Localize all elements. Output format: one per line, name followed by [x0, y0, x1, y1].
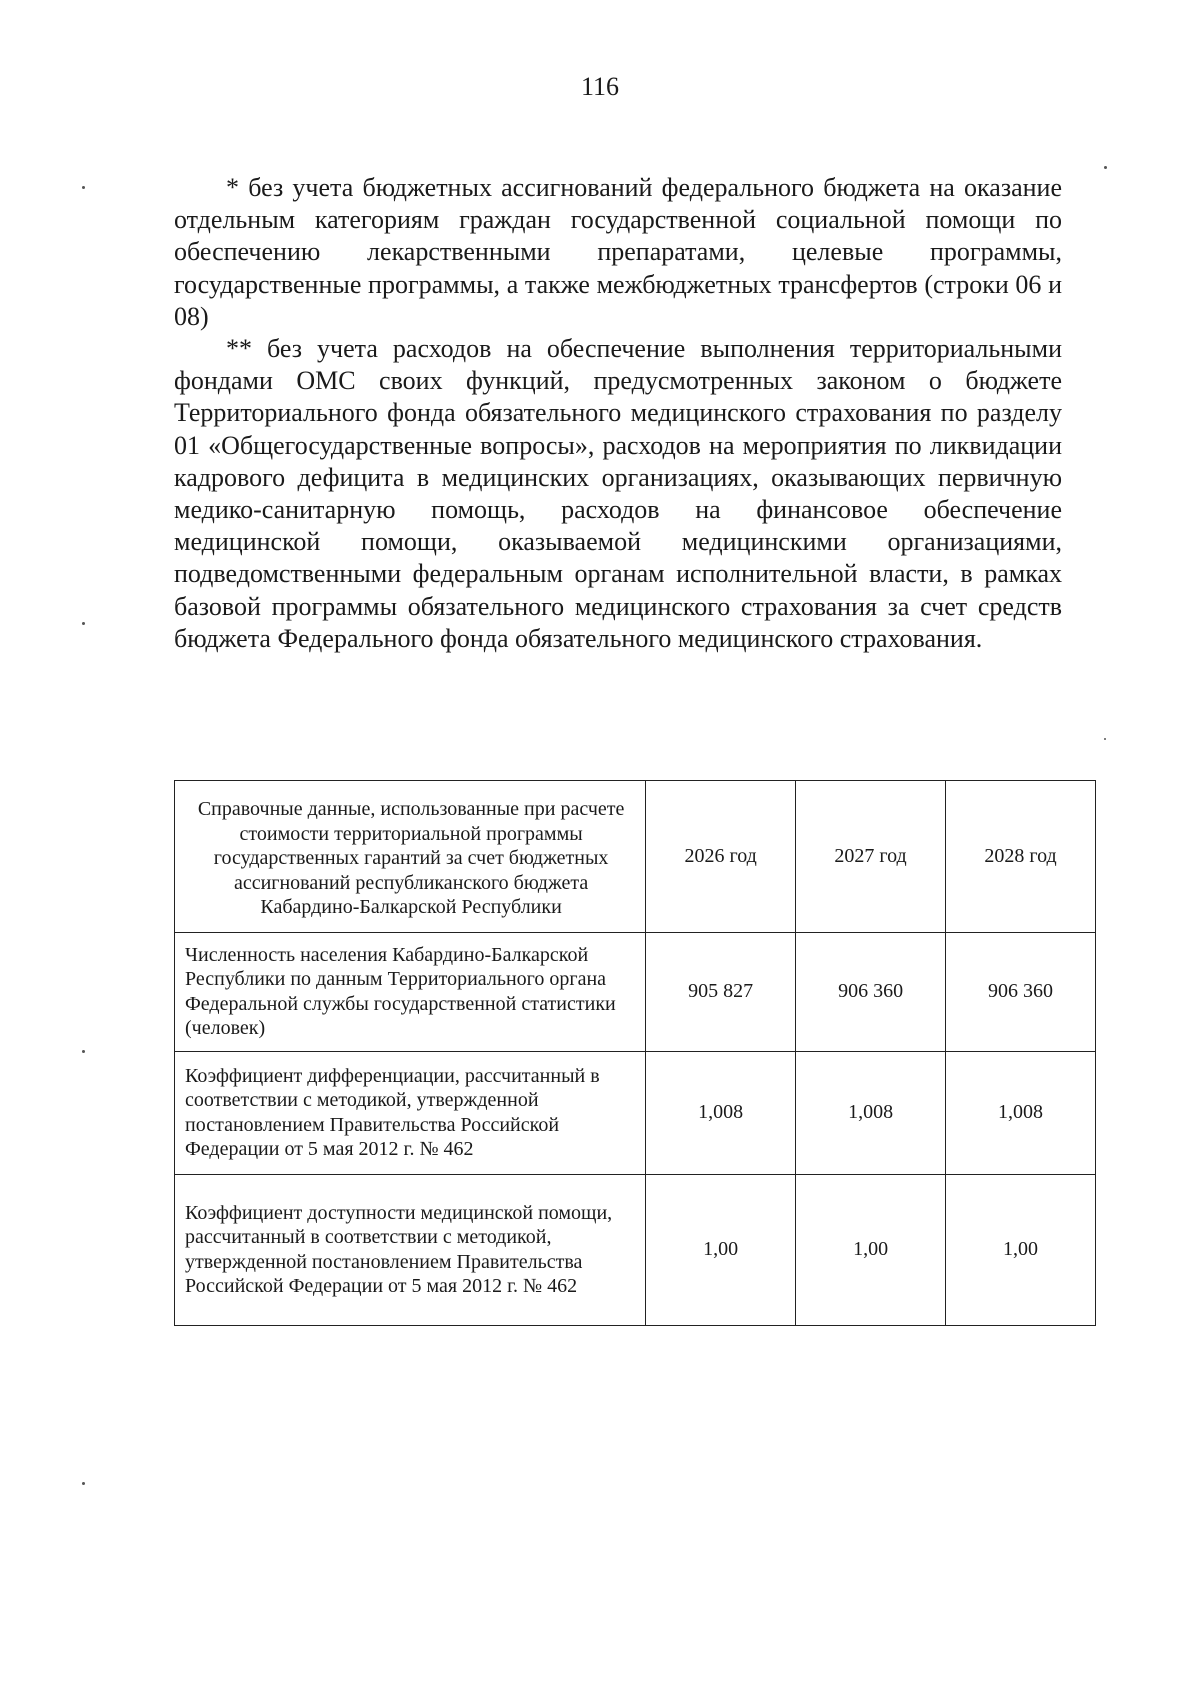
- row-value-2027: 1,00: [796, 1174, 946, 1325]
- row-value-2028: 1,008: [946, 1051, 1096, 1174]
- header-year-2028: 2028 год: [946, 781, 1096, 933]
- header-year-2026: 2026 год: [646, 781, 796, 933]
- table-header-row: [175, 781, 1096, 933]
- scan-speck: [82, 186, 85, 189]
- scan-speck: [1104, 166, 1107, 169]
- row-label: Численность населения Кабардино-Балкарской Республики по данным Территориального органа Федеральной службы государственной статистики (человек): [175, 932, 646, 1051]
- page-number: 116: [580, 72, 620, 101]
- row-value-2028: 906 360: [946, 932, 1096, 1051]
- header-year-2027: 2027 год: [796, 781, 946, 933]
- footnote-double-asterisk: ** без учета расходов на обеспечение выполнения территориальными фондами ОМС своих функций, предусмотренных законом о бюджете Территориального фонда обязательного медицинского страхования по разделу 01 «Общегосударственные вопросы», расходов на мероприятия по ликвидации кадрового дефицита в медицинских организациях, оказывающих первичную медико-санитарную помощь, расходов на финансовое обеспечение медицинской помощи, оказываемой медицинскими организациями, подведомственными федеральным органам исполнительной власти, в рамках базовой программы обязательного медицинского страхования за счет средств бюджета Федерального фонда обязательного медицинского страхования.: [174, 334, 1062, 653]
- row-value-2026: 905 827: [646, 932, 796, 1051]
- row-value-2026: 1,008: [646, 1051, 796, 1174]
- scan-speck: [82, 1050, 85, 1053]
- scan-speck: [82, 1482, 85, 1485]
- footnote-single-asterisk: * без учета бюджетных ассигнований федерального бюджета на оказание отдельным категориям граждан государственной социальной помощи по обеспечению лекарственными препаратами, целевые программы, государственные программы, а также межбюджетных трансфертов (строки 06 и 08): [174, 173, 1062, 331]
- reference-data-table: [174, 780, 1096, 1326]
- header-description-cell: Справочные данные, использованные при расчете стоимости территориальной программы государственных гарантий за счет бюджетных ассигнований республиканского бюджета Кабардино-Балкарской Республики: [175, 781, 646, 933]
- row-value-2027: 1,008: [796, 1051, 946, 1174]
- table-row-population: [175, 932, 1096, 1051]
- table-row-accessibility-coefficient: [175, 1174, 1096, 1325]
- row-label: Коэффициент дифференциации, рассчитанный в соответствии с методикой, утвержденной постановлением Правительства Российской Федерации от 5 мая 2012 г. № 462: [175, 1051, 646, 1174]
- row-value-2028: 1,00: [946, 1174, 1096, 1325]
- scan-speck: [82, 622, 85, 625]
- table-row-differentiation-coefficient: [175, 1051, 1096, 1174]
- row-value-2026: 1,00: [646, 1174, 796, 1325]
- footnotes: [174, 172, 1062, 655]
- row-value-2027: 906 360: [796, 932, 946, 1051]
- scan-speck: [1104, 738, 1106, 740]
- row-label: Коэффициент доступности медицинской помощи, рассчитанный в соответствии с методикой, утвержденной постановлением Правительства Российской Федерации от 5 мая 2012 г. № 462: [175, 1174, 646, 1325]
